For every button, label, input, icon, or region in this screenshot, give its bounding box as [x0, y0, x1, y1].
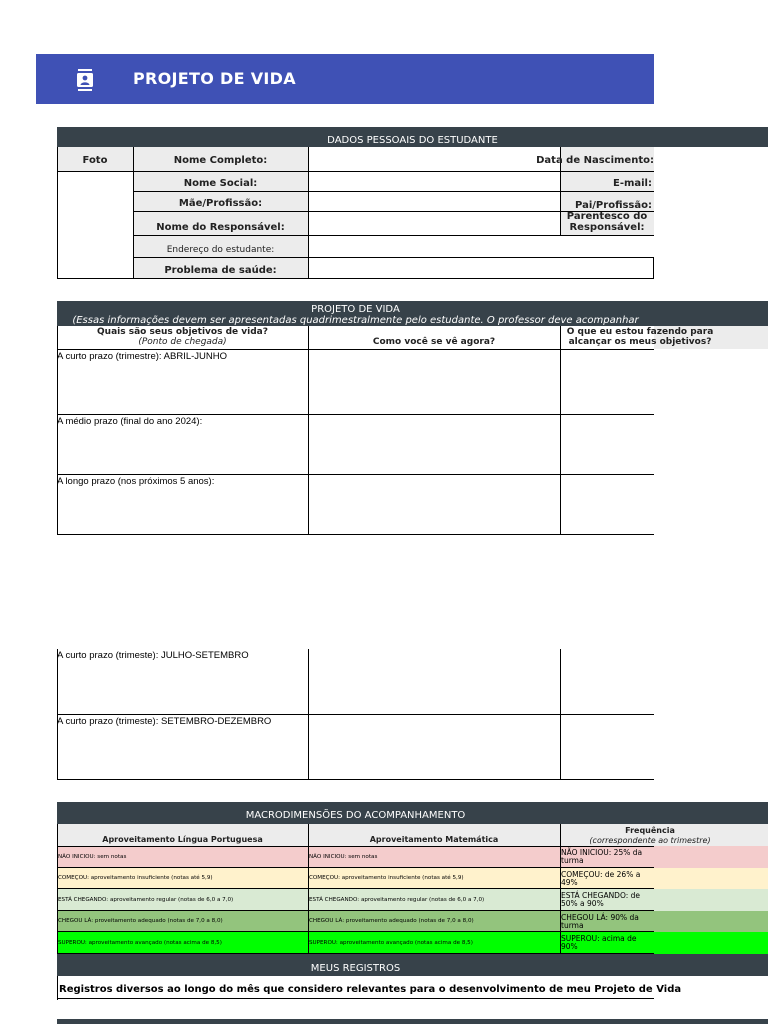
birth-date-label: Data de Nascimento:: [536, 155, 654, 166]
level-row: [57, 846, 768, 868]
macro-table: [57, 824, 768, 954]
life-project-table-continued: [57, 649, 654, 780]
trimester-jul-sep-row-label: A curto prazo (trimeste): JULHO-SETEMBRO: [57, 650, 249, 661]
records-row: [57, 976, 682, 1000]
mother-label: Mãe/Profissão:: [178, 198, 263, 209]
father-label: Pai/Profissão:: [575, 200, 652, 211]
mid-term-row-label: A médio prazo (final do ano 2024):: [57, 416, 203, 427]
kinship-label: Parentesco do Responsável:: [566, 211, 648, 233]
portuguese-level-text: ESTÁ CHEGANDO: aproveitamento regular (notas de 6,0 a 7,0): [58, 896, 234, 903]
full-name-label: Nome Completo:: [173, 155, 268, 166]
health-field[interactable]: [309, 258, 653, 278]
life-project-columns: [57, 326, 768, 350]
short-term-row-label: A curto prazo (trimestre): ABRIL-JUNHO: [57, 351, 227, 362]
portuguese-level-text: CHEGOU LÁ: proveitamento adequado (notas de 7,0 a 8,0): [58, 918, 223, 924]
long-term-row-label: A longo prazo (nos próximos 5 anos):: [57, 476, 215, 487]
life-project-header: [57, 301, 768, 326]
personal-data-table: [57, 147, 654, 279]
full-name-field[interactable]: [309, 148, 560, 171]
frequency-level-text: SUPEROU: acima de 90%: [561, 934, 637, 951]
next-section-header: [57, 1019, 768, 1024]
page-header: [36, 54, 654, 104]
records-section-header: [57, 954, 768, 976]
social-name-field[interactable]: [309, 172, 560, 191]
jul-sep-self-view-field[interactable]: [309, 649, 560, 714]
level-row: [57, 868, 768, 889]
short-term-self-view-field[interactable]: [309, 350, 560, 414]
guardian-field[interactable]: [309, 212, 560, 235]
math-level-text: ESTÁ CHEGANDO: aproveitamento regular (notas de 6,0 a 7,0): [309, 896, 485, 903]
objectives-column-title: Quais são seus objetivos de vida?: [97, 327, 268, 337]
portuguese-column-title: Aproveitamento Língua Portuguesa: [102, 835, 263, 844]
portuguese-level-text: COMEÇOU: aproveitamento insuficiente (notas até 5,9): [58, 875, 213, 881]
math-level-text: SUPEROU: aproveitamento avançado (notas acima de 8,5): [309, 939, 473, 946]
id-badge-icon: [76, 69, 94, 91]
math-level-text: NÃO INICIOU: sem notas: [309, 853, 378, 860]
life-project-table: [57, 350, 654, 535]
frequency-column-title: Frequência: [625, 826, 675, 835]
life-project-subtitle: (Essas informações devem ser apresentadas quadrimestralmente pelo estudante. O professor deve acompanhar: [72, 315, 639, 326]
objectives-column-subtitle: (Ponto de chegada): [138, 337, 227, 347]
records-description: Registros diversos ao longo do mês que considero relevantes para o desenvolvimento de meu Projeto de Vida: [59, 984, 682, 995]
long-term-self-view-field[interactable]: [309, 475, 560, 534]
short-term-actions-field[interactable]: [561, 350, 654, 414]
mid-term-self-view-field[interactable]: [309, 415, 560, 474]
mother-field[interactable]: [309, 192, 560, 211]
sep-dec-self-view-field[interactable]: [309, 715, 560, 779]
photo-label: Foto: [82, 155, 108, 166]
frequency-column-subtitle: (correspondente ao trimestre): [589, 836, 711, 845]
math-column-title: Aproveitamento Matemática: [369, 835, 499, 844]
health-label: Problema de saúde:: [164, 265, 277, 276]
level-rows: [57, 846, 768, 954]
jul-sep-actions-field[interactable]: [561, 649, 654, 714]
guardian-label: Nome do Responsável:: [156, 222, 285, 233]
actions-column-subtitle: alcançar os meus objetivos?: [568, 337, 712, 347]
personal-section-title: DADOS PESSOAIS DO ESTUDANTE: [327, 135, 498, 146]
portuguese-level-text: NÃO INICIOU: sem notas: [58, 853, 127, 860]
social-name-label: Nome Social:: [183, 178, 258, 189]
macro-section-header: [57, 802, 768, 824]
self-view-column-title: Como você se vê agora?: [372, 337, 496, 347]
long-term-actions-field[interactable]: [561, 475, 654, 534]
sep-dec-actions-field[interactable]: [561, 715, 654, 779]
address-label: Endereço do estudante:: [166, 245, 275, 255]
frequency-level-text: CHEGOU LÁ: 90% da turma: [561, 912, 639, 930]
email-label: E-mail:: [612, 178, 652, 189]
page-title: PROJETO DE VIDA: [133, 69, 296, 88]
address-field[interactable]: [309, 236, 654, 257]
level-row: [57, 911, 768, 932]
frequency-level-text: COMEÇOU: de 26% a 49%: [561, 869, 641, 887]
level-row: [57, 889, 768, 911]
mid-term-actions-field[interactable]: [561, 415, 654, 474]
math-level-text: COMEÇOU: aproveitamento insuficiente (notas até 5,9): [309, 875, 464, 881]
frequency-level-text: ESTÁ CHEGANDO: de 50% a 90%: [561, 891, 641, 908]
life-project-title: PROJETO DE VIDA: [311, 304, 400, 315]
photo-box[interactable]: [57, 172, 133, 278]
actions-column-title: O que eu estou fazendo para: [566, 327, 714, 337]
records-section-title: MEUS REGISTROS: [310, 963, 401, 974]
level-row: [57, 932, 768, 954]
macro-section-title: MACRODIMENSÕES DO ACOMPANHAMENTO: [245, 810, 466, 821]
frequency-level-text: NÃO INICIOU: 25% da turma: [561, 848, 643, 865]
math-level-text: CHEGOU LÁ: proveitamento adequado (notas de 7,0 a 8,0): [309, 918, 474, 924]
trimester-sep-dec-row-label: A curto prazo (trimeste): SETEMBRO-DEZEMBRO: [57, 716, 272, 727]
portuguese-level-text: SUPEROU: aproveitamento avançado (notas acima de 8,5): [58, 939, 222, 946]
personal-section-header: [57, 127, 768, 147]
